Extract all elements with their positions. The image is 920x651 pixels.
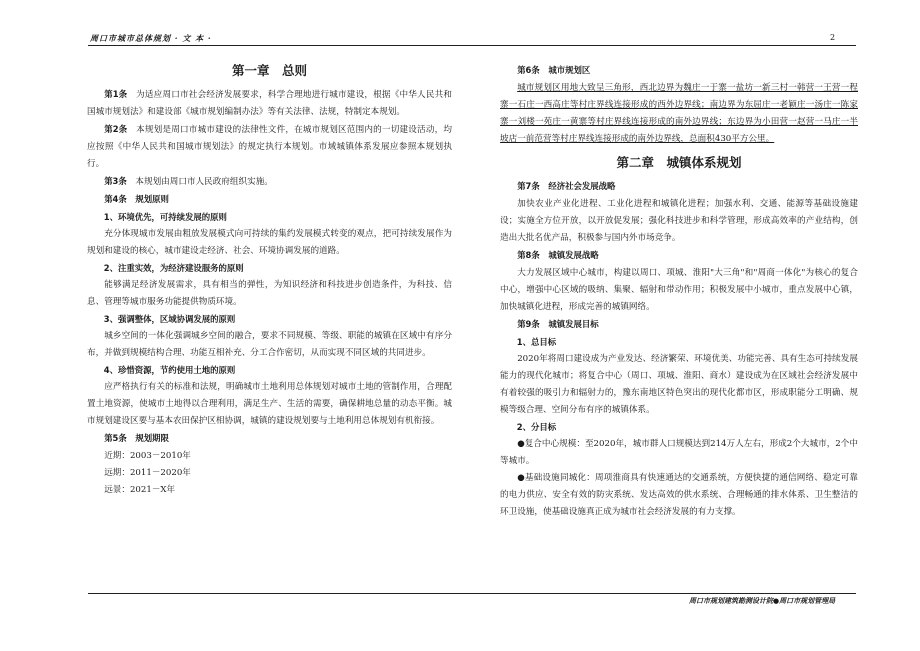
article-1-label: 第1条 bbox=[104, 89, 128, 99]
article-9-label: 第9条 bbox=[517, 319, 540, 329]
chapter-2-title: 第二章 城镇体系规划 bbox=[616, 155, 742, 170]
article-7-label: 第7条 bbox=[517, 181, 540, 191]
article-6-text: 城市规划区用地大致呈三角形，西北边界为魏庄一于寨一盐坊一新三村一韩营一王营一程寨一石庄一西高庄等村庄界线连接形成的西外边界线；南边界为东屈庄一老颖庄一汤庄一陈家寨一刘楼一苑庄一黄寨等村庄界线连接形成的南外边界线；东边界为小田营一赵营一马庄一半坡店一前范营等村庄界线连接形成的南外边界线，总面积430平方公里。 bbox=[500, 83, 858, 144]
article-6-label: 第6条 bbox=[517, 65, 540, 75]
article-8-title: 城镇发展战略 bbox=[548, 250, 599, 260]
article-8-label: 第8条 bbox=[517, 250, 540, 260]
article-2-label: 第2条 bbox=[104, 124, 128, 134]
article-2-text: 本规划是周口市城市建设的法律性文件，在城市规划区范围内的一切建设活动，均应按照《中华人民共和国城市规划法》的规定执行本规划。市域城镇体系发展应参照本规划执行。 bbox=[87, 125, 452, 169]
principle-2-title: 2、注重实效，为经济建设服务的原则 bbox=[103, 263, 244, 273]
principle-3-title: 3、强调整体，区域协调发展的原则 bbox=[103, 314, 236, 324]
article-4-label: 第4条 bbox=[104, 194, 127, 204]
article-6-heading bbox=[500, 62, 858, 80]
chapter-1-title: 第一章 总则 bbox=[231, 63, 307, 78]
principle-1-text: 充分体现城市发展由粗放发展模式向可持续的集约发展模式转变的观点，把可持续发展作为规划和建设的核心，城市建设走经济、社会、环境协调发展的道路。 bbox=[87, 229, 452, 256]
article-3 bbox=[87, 173, 452, 191]
article-7-heading bbox=[500, 178, 858, 196]
article-3-label: 第3条 bbox=[104, 176, 127, 186]
goal-1-title: 1、总目标 bbox=[516, 337, 557, 347]
goal-2-bullet-1: ●复合中心规模：至2020年，城市群人口规模达到214万人左右，形成2个大城市，2个中等城市。 bbox=[500, 439, 858, 466]
goal-1-text: 2020年将周口建设成为产业发达、经济繁荣、环境优美、功能完善、具有生态可持续发展能力的现代化城市；将复合中心（周口、项城、淮阳、商水）建设成为在区域社会经济发展中有着较强的吸引力和辐射力的，豫东南地区特色突出的现代化都市区，形成职能分工明确、规模等级合理、空间分布有序的城镇体系。 bbox=[500, 354, 858, 415]
article-9-title: 城镇发展目标 bbox=[548, 319, 599, 329]
article-1-text: 为适应周口市社会经济发展要求，科学合理地进行城市建设，根据《中华人民共和国城市规划法》和建设部《城市规划编制办法》等有关法律、法规，特制定本规划。 bbox=[87, 90, 452, 117]
running-header-title: 周口市城市总体规划 · 文 本 · bbox=[90, 33, 212, 43]
goal-2-bullet-2: ●基础设施同城化：周项淮商具有快速通达的交通系统，方便快捷的通信网络、稳定可靠的电力供应、安全有效的防灾系统、发达高效的供水系统、合理畅通的排水体系、卫生整洁的环卫设施，使基础设施真正成为城市社会经济发展的有力支撑。 bbox=[500, 473, 858, 517]
article-9-heading bbox=[500, 316, 858, 334]
footer-rule bbox=[88, 593, 856, 594]
article-6-title: 城市规划区 bbox=[548, 65, 591, 75]
article-8-text: 大力发展区域中心城市，构建以周口、项城、淮阳"大三角"和"周商一体化"为核心的复合中心，增强中心区域的吸纳、集聚、辐射和带动作用；积极发展中小城市，重点发展中心镇，加快城镇化进程，形成完善的城镇网络。 bbox=[500, 268, 858, 312]
principle-2-text: 能够满足经济发展需求，具有相当的弹性，为知识经济和科技进步创造条件，为科技、信息、管理等城市服务功能提供物质环境。 bbox=[87, 280, 452, 307]
page-number: 2 bbox=[830, 33, 836, 42]
right-column bbox=[500, 62, 858, 521]
left-column bbox=[87, 62, 452, 499]
article-5-title: 规划期限 bbox=[135, 433, 169, 443]
article-5-heading bbox=[87, 430, 452, 448]
principle-1-title: 1、环境优先，可持续发展的原则 bbox=[103, 212, 227, 222]
footer-text: 周口市规划建筑勘测设计院●周口市规划管理局 bbox=[689, 596, 836, 605]
principle-3-text: 城乡空间的一体化强调城乡空间的融合，要求不同规模、等级、职能的城镇在区域中有序分布，并做到规模结构合理、功能互相补充、分工合作密切，从而实现不同区域的共同进步。 bbox=[87, 331, 452, 358]
principle-4-title: 4、珍惜资源，节约使用土地的原则 bbox=[103, 365, 236, 375]
article-2 bbox=[87, 121, 452, 173]
article-4-heading bbox=[87, 191, 452, 209]
principle-4-text: 应严格执行有关的标准和法规，明确城市土地利用总体规划对城市土地的管制作用，合理配置土地资源，使城市土地得以合理利用，满足生产、生活的需要，确保耕地总量的动态平衡。城市规划建设区要与基本农田保护区相协调，城镇的建设规划要与土地利用总体规划有机衔接。 bbox=[87, 382, 452, 426]
article-1 bbox=[87, 86, 452, 121]
header-rule bbox=[88, 45, 856, 46]
article-3-text: 本规划由周口市人民政府组织实施。 bbox=[135, 177, 273, 187]
term-near: 近期：2003－2010年 bbox=[104, 451, 191, 461]
article-7-title: 经济社会发展战略 bbox=[548, 181, 616, 191]
term-far: 远景：2021－X年 bbox=[104, 485, 176, 495]
article-8-heading bbox=[500, 247, 858, 265]
article-5-label: 第5条 bbox=[104, 433, 127, 443]
article-4-title: 规划原则 bbox=[135, 194, 169, 204]
goal-2-title: 2、分目标 bbox=[516, 422, 557, 432]
term-mid: 远期：2011－2020年 bbox=[104, 468, 191, 478]
article-7-text: 加快农业产业化进程、工业化进程和城镇化进程；加强水利、交通、能源等基础设施建设；实施全方位开放，以开放促发展；强化科技进步和科学管理，形成高效率的产业结构，创造出大批名优产品，积极参与国内外市场竞争。 bbox=[500, 199, 858, 243]
